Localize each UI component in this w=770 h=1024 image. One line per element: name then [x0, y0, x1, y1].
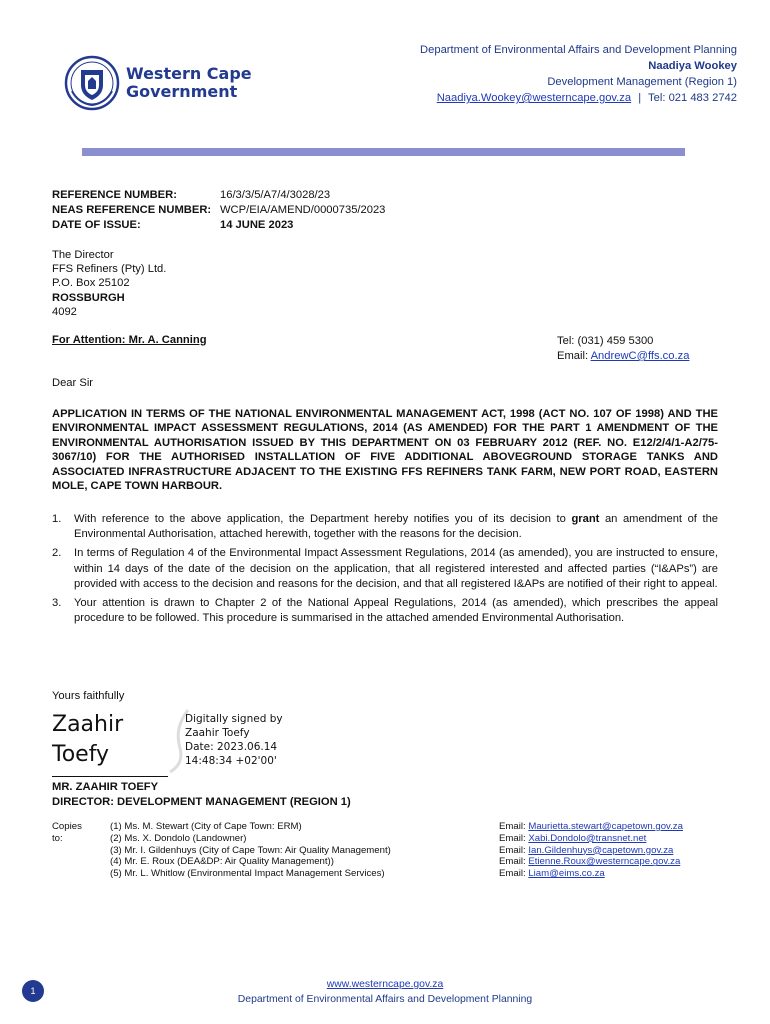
contact-name: Naadiya Wookey	[648, 60, 737, 72]
signer-title: DIRECTOR: DEVELOPMENT MANAGEMENT (REGION 1)	[52, 795, 351, 808]
item-text-before: With reference to the above application, the Department hereby notifies you of its decision to	[74, 513, 572, 525]
copy-recipient: (4) Mr. E. Roux (DEA&DP: Air Quality Management))	[110, 856, 334, 868]
closing: Yours faithfully	[52, 690, 125, 702]
item-number: 3.	[52, 597, 62, 610]
page-number-badge: 1	[22, 980, 44, 1002]
address-code: 4092	[52, 305, 77, 318]
date-of-issue-row	[52, 218, 385, 233]
copy-email-label: Email:	[499, 844, 526, 856]
item-text	[74, 512, 718, 542]
copies-emails	[499, 821, 683, 880]
department-name: Department of Environmental Affairs and Development Planning	[420, 44, 737, 56]
item-text: In terms of Regulation 4 of the Environmental Impact Assessment Regulations, 2014 (as amended), you are instructed to ensure, within 14 days of the date of the decision on the application, that all registered interested and affected parties (“I&APs”) are provided with access to the decision and reasons for the decision, and that all registered I&APs are notified of their right to appeal.	[74, 547, 718, 590]
reference-label: REFERENCE NUMBER:	[52, 189, 177, 201]
copy-email-label: Email:	[499, 821, 526, 832]
salutation: Dear Sir	[52, 377, 94, 389]
address-line: The Director	[52, 249, 114, 261]
item-text-bold: grant	[571, 513, 600, 525]
copy-email-link[interactable]: Xabi.Dondolo@transnet.net	[528, 832, 647, 844]
digital-signature-info	[185, 712, 283, 768]
signature-name-line-1: Zaahir	[52, 712, 124, 737]
signer-name: MR. ZAAHIR TOEFY	[52, 781, 159, 793]
reference-row	[52, 188, 385, 203]
item-number: 1.	[52, 513, 62, 525]
footer-department: Department of Environmental Affairs and Development Planning	[237, 994, 533, 1005]
copy-email-row	[499, 845, 683, 857]
footer-website-link[interactable]: www.westerncape.gov.za	[326, 979, 444, 990]
digital-signature-line: Digitally signed by	[185, 713, 283, 725]
copy-email-row	[499, 821, 683, 833]
address-line: P.O. Box 25102	[52, 277, 130, 290]
item-text: Your attention is drawn to Chapter 2 of the National Appeal Regulations, 2014 (as amended), which prescribes the appeal procedure to be followed. This procedure is summarised in the attached amended Environmental Authorisation.	[74, 597, 718, 625]
neas-reference-value: WCP/EIA/AMEND/0000735/2023	[220, 204, 386, 216]
contact-email-link[interactable]: Naadiya.Wookey@westerncape.gov.za	[436, 92, 632, 104]
copy-email-row	[499, 868, 683, 880]
contact-line	[420, 90, 737, 106]
copy-email-label: Email:	[499, 832, 526, 844]
attention-line: For Attention: Mr. A. Canning	[52, 334, 207, 346]
copy-email-link[interactable]: Ian.Gildenhuys@capetown.gov.za	[528, 844, 674, 856]
signature-name-line-2: Toefy	[52, 742, 110, 767]
item-number: 2.	[52, 547, 62, 560]
western-cape-government-logo	[64, 55, 264, 111]
copy-email-link[interactable]: Liam@eims.co.za	[528, 868, 605, 880]
unit-name: Development Management (Region 1)	[547, 76, 737, 88]
list-item	[52, 512, 718, 542]
copy-recipient: (5) Mr. L. Whitlow (Environmental Impact Management Services)	[110, 868, 385, 880]
recipient-address	[52, 248, 166, 319]
copy-recipient: (3) Mr. I. Gildenhuys (City of Cape Town: Air Quality Management)	[110, 844, 391, 856]
logo-line-2: Government	[126, 82, 238, 101]
separator: |	[638, 92, 642, 104]
signature-line	[52, 776, 168, 777]
recipient-email-line	[557, 349, 689, 364]
list-item	[52, 546, 718, 592]
list-item	[52, 596, 718, 626]
copy-email-label: Email:	[499, 856, 526, 868]
copy-recipient: (1) Ms. M. Stewart (City of Cape Town: ERM)	[110, 821, 302, 832]
date-of-issue-value: 14 JUNE 2023	[220, 219, 294, 231]
date-of-issue-label: DATE OF ISSUE:	[52, 219, 141, 231]
copies-label: Copies to:	[52, 821, 82, 844]
copy-recipient: (2) Ms. X. Dondolo (Landowner)	[110, 832, 247, 844]
signature-name	[52, 710, 123, 770]
reference-value: 16/3/3/5/A7/4/3028/23	[220, 189, 331, 201]
copy-email-label: Email:	[499, 868, 526, 880]
address-city: ROSSBURGH	[52, 291, 125, 304]
numbered-points	[52, 512, 718, 630]
recipient-contact	[557, 334, 689, 364]
recipient-tel: Tel: (031) 459 5300	[557, 335, 654, 347]
reference-block	[52, 188, 385, 233]
header-divider-bar	[82, 148, 685, 156]
copy-email-row	[499, 856, 683, 868]
digital-signature-line: 14:48:34 +02'00'	[185, 755, 277, 767]
logo-line-1: Western Cape	[126, 64, 252, 83]
copies-list	[110, 821, 391, 880]
digital-signature-line: Date: 2023.06.14	[185, 741, 278, 753]
footer	[0, 977, 770, 1007]
neas-reference-row	[52, 203, 385, 218]
recipient-email-link[interactable]: AndrewC@ffs.co.za	[590, 350, 690, 362]
subject-heading: APPLICATION IN TERMS OF THE NATIONAL ENVIRONMENTAL MANAGEMENT ACT, 1998 (ACT NO. 107 OF 1998) AND THE ENVIRONMENTAL IMPACT ASSESSMENT REGULATIONS, 2014 (AS AMENDED) FOR THE PART 1 AMENDMENT OF THE ENVIRONMENTAL AUTHORISATION ISSUED BY THIS DEPARTMENT ON 03 FEBRUARY 2012 (REF. NO. E12/2/4/1-A2/75-3067/10) FOR THE AUTHORISED INSTALLATION OF FIVE ADDITIONAL ABOVEGROUND STORAGE TANKS AND ASSOCIATED INFRASTRUCTURE ADJACENT TO THE EXISTING FFS REFINERS TANK FARM, NEW PORT ROAD, EASTERN MOLE, CAPE TOWN HARBOUR.	[52, 408, 718, 493]
coat-of-arms-icon	[64, 55, 120, 111]
address-line: FFS Refiners (Pty) Ltd.	[52, 263, 167, 276]
copy-email-row	[499, 833, 683, 845]
contact-tel: Tel: 021 483 2742	[648, 92, 737, 104]
signer-block	[52, 780, 351, 809]
department-header	[420, 42, 737, 106]
digital-signature-line: Zaahir Toefy	[185, 727, 250, 739]
copy-email-link[interactable]: Etienne.Roux@westerncape.gov.za	[528, 856, 681, 868]
recipient-email-label: Email:	[557, 350, 589, 362]
item-text-after: an amendment of the Environmental Authorisation, attached herewith, together with the reasons for the decision.	[74, 513, 719, 541]
copy-email-link[interactable]: Maurietta.stewart@capetown.gov.za	[528, 821, 683, 832]
neas-reference-label: NEAS REFERENCE NUMBER:	[52, 204, 212, 216]
